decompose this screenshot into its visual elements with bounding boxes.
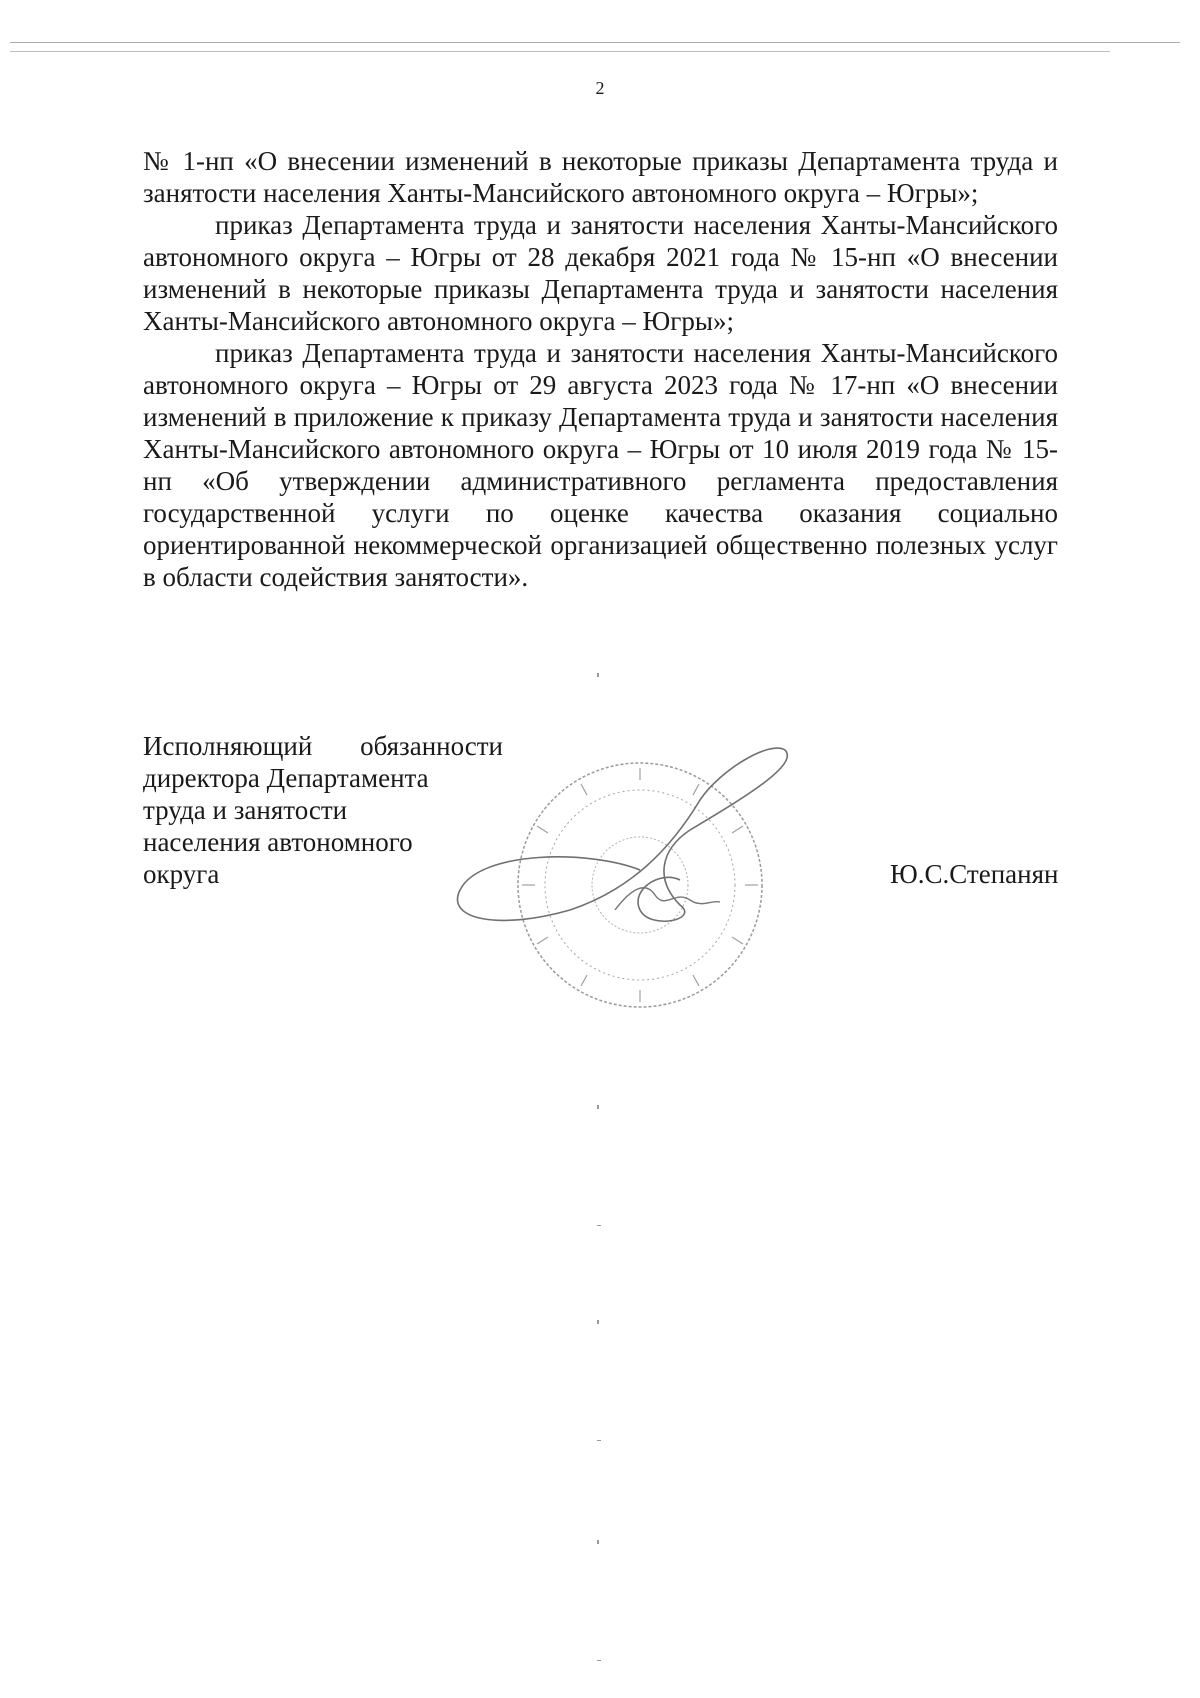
document-body: [143, 145, 1058, 593]
seal-lettering-texture: [522, 768, 758, 1002]
scan-speck: [597, 1660, 601, 1661]
handwritten-signature: [458, 748, 788, 921]
scan-border-line: [10, 42, 1180, 43]
seal-center-ring: [592, 837, 688, 933]
official-seal-with-signature: [440, 740, 860, 1030]
scan-speck: [597, 673, 599, 677]
scan-speck: [597, 1105, 599, 1109]
scan-speck: [597, 1225, 601, 1226]
signatory-position-word: Исполняющий: [143, 731, 313, 761]
scan-border-line: [10, 51, 1110, 52]
seal-inner-ring: [545, 790, 735, 980]
seal-outer-ring: [518, 763, 762, 1007]
body-paragraph: приказ Департамента труда и занятости населения Ханты-Мансийского автономного округа – Югры от 29 августа 2023 года № 17-нп «О внесении изменений в приложение к приказу Департамента труда и занятости населения Ханты-Мансийского автономного округа – Югры от 10 июля 2019 года № 15-нп «Об утверждении административного регламента предоставления государственной услуги по оценке качества оказания социально ориентированной некоммерческой организацией общественно полезных услуг в области содействия занятости».: [143, 338, 1058, 592]
page-number: 2: [595, 78, 605, 98]
scan-speck: [597, 1540, 599, 1544]
scan-speck: [597, 1320, 599, 1324]
signatory-position-line: директора Департамента: [143, 763, 429, 793]
body-paragraph: приказ Департамента труда и занятости населения Ханты-Мансийского автономного округа – Югры от 28 декабря 2021 года № 15-нп «О внесении изменений в некоторые приказы Департамента труда и занятости населения Ханты-Мансийского автономного округа – Югры»;: [143, 210, 1058, 336]
scan-speck: [597, 1440, 601, 1441]
handwritten-signature: [615, 888, 720, 910]
signatory-name: Ю.С.Степанян: [890, 859, 1059, 889]
signatory-position-line: труда и занятости: [143, 795, 348, 825]
signatory-position-word: обязанности: [360, 731, 503, 761]
body-paragraph: № 1-нп «О внесении изменений в некоторые приказы Департамента труда и занятости населения Ханты-Мансийского автономного округа – Югры»;: [143, 146, 1058, 208]
signatory-position-line: округа: [143, 859, 220, 889]
signatory-position-line: населения автономного: [143, 827, 413, 857]
